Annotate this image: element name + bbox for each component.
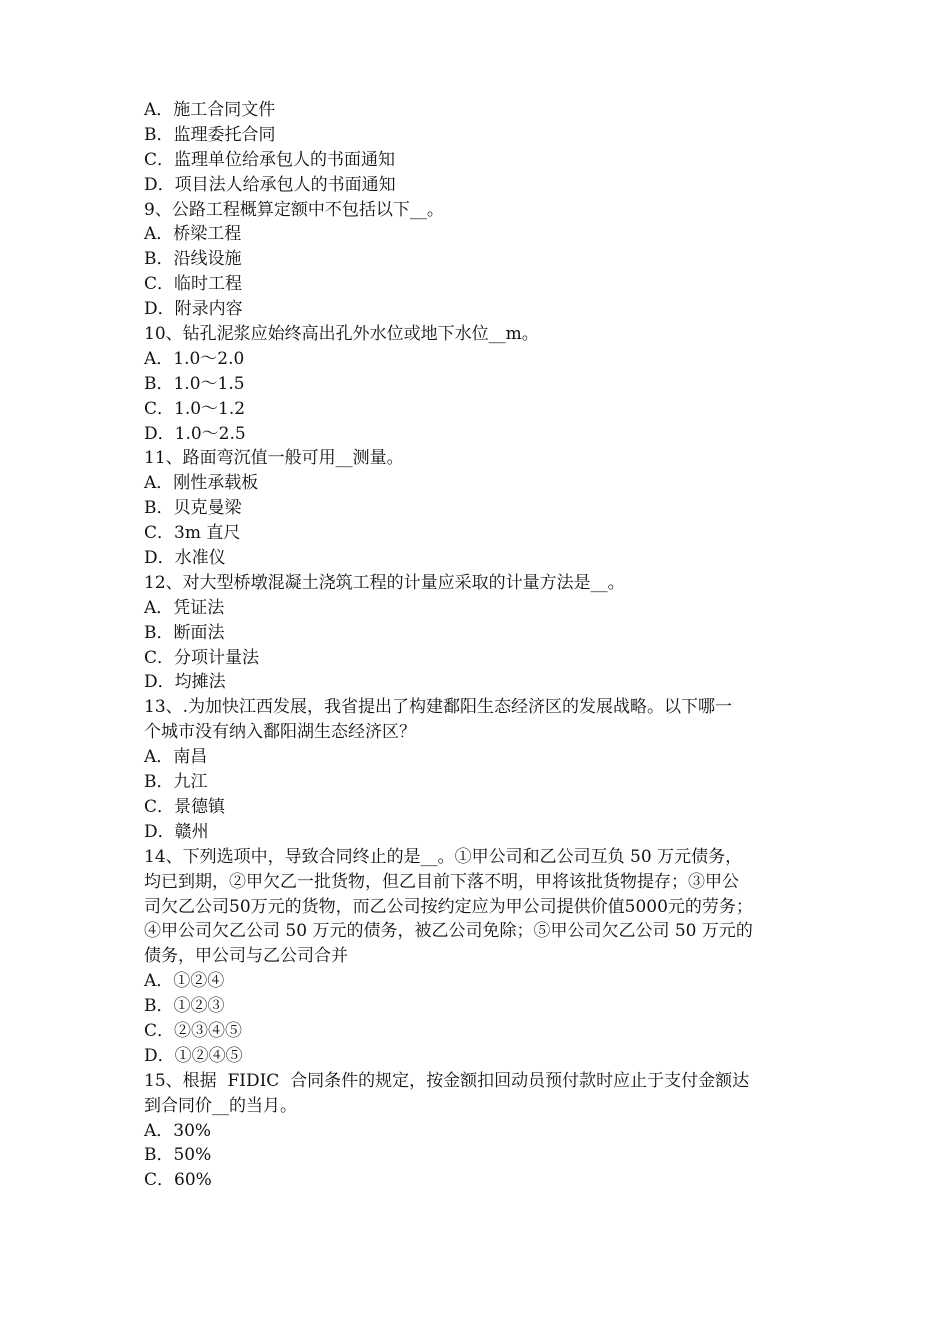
option-line: A．1.0～2.0 <box>144 348 245 369</box>
option-line: A．南昌 <box>144 747 208 768</box>
option-line: A．刚性承载板 <box>144 473 259 494</box>
option-line: C．②③④⑤ <box>144 1020 243 1041</box>
option-line: D．均摊法 <box>144 672 226 693</box>
option-line: B．九江 <box>144 772 208 793</box>
option-line: A．凭证法 <box>144 597 225 618</box>
question-line: 14、下列选项中，导致合同终止的是__。①甲公司和乙公司互负 50 万元债务， <box>144 846 743 867</box>
option-line: D．①②④⑤ <box>144 1045 243 1066</box>
option-line: C．3m 直尺 <box>144 523 241 544</box>
option-line: B．沿线设施 <box>144 249 242 270</box>
option-line: A．30% <box>144 1120 212 1141</box>
option-line: C．景德镇 <box>144 796 226 817</box>
option-line: B．监理委托合同 <box>144 124 276 145</box>
option-line: D．水准仪 <box>144 548 226 569</box>
option-line: D．项目法人给承包人的书面通知 <box>144 174 396 195</box>
option-line: A．施工合同文件 <box>144 100 276 120</box>
question-line: 12、对大型桥墩混凝土浇筑工程的计量应采取的计量方法是__。 <box>144 572 625 593</box>
option-line: B．50% <box>144 1145 212 1166</box>
option-line: A．①②④ <box>144 971 225 992</box>
option-line: C．临时工程 <box>144 274 243 295</box>
question-line: 10、钻孔泥浆应始终高出孔外水位或地下水位__m。 <box>144 324 539 345</box>
document-body <box>144 98 808 1193</box>
option-line: B．①②③ <box>144 996 225 1017</box>
question-line: 到合同价__的当月。 <box>144 1095 297 1116</box>
option-line: C．监理单位给承包人的书面通知 <box>144 149 396 170</box>
question-line: 15、根据 FIDIC 合同条件的规定，按金额扣回动员预付款时应止于支付金额达 <box>144 1070 750 1091</box>
question-line: 司欠乙公司50万元的货物，而乙公司按约定应为甲公司提供价值5000元的劳务； <box>144 896 753 917</box>
option-line: D．附录内容 <box>144 299 243 320</box>
question-line: 均已到期，②甲欠乙一批货物，但乙目前下落不明，甲将该批货物提存；③甲公 <box>144 871 739 892</box>
option-line: A．桥梁工程 <box>144 224 242 245</box>
question-line: ④甲公司欠乙公司 50 万元的债务，被乙公司免除；⑤甲公司欠乙公司 50 万元的 <box>144 921 753 942</box>
question-line: 债务，甲公司与乙公司合并 <box>144 946 348 967</box>
option-line: B．贝克曼梁 <box>144 498 242 519</box>
question-line: 11、路面弯沉值一般可用__测量。 <box>144 448 404 469</box>
option-line: C．1.0～1.2 <box>144 398 246 419</box>
option-line: C．60% <box>144 1170 212 1191</box>
option-line: B．断面法 <box>144 622 225 643</box>
option-line: C．分项计量法 <box>144 647 260 668</box>
option-line: D．赣州 <box>144 821 209 842</box>
question-line: 个城市没有纳入鄱阳湖生态经济区？ <box>144 722 416 743</box>
question-line: 13、.为加快江西发展，我省提出了构建鄱阳生态经济区的发展战略。以下哪一 <box>144 697 733 718</box>
question-line: 9、公路工程概算定额中不包括以下__。 <box>144 199 444 220</box>
option-line: B．1.0～1.5 <box>144 373 245 394</box>
option-line: D．1.0～2.5 <box>144 423 246 444</box>
